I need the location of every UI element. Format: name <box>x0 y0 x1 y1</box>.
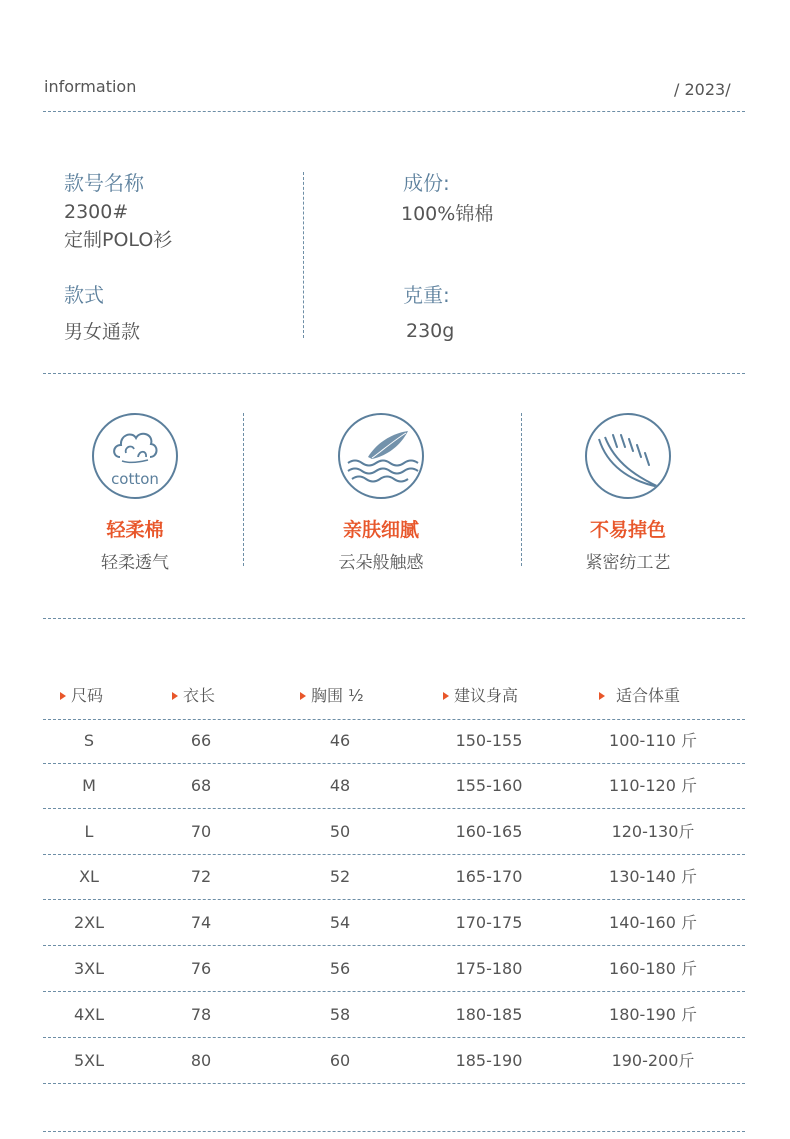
cotton-icon <box>92 413 178 499</box>
table-cell: 76 <box>190 959 212 978</box>
table-row <box>43 1038 745 1084</box>
table-cell: L <box>84 822 94 841</box>
table-cell: 110-120 斤 <box>609 776 697 795</box>
weight-value: 230g <box>406 320 455 342</box>
composition-value: 100%锦棉 <box>401 203 494 225</box>
weight-label: 克重: <box>403 283 450 307</box>
table-cell: 74 <box>190 913 212 932</box>
table-cell: 165-170 <box>455 867 523 886</box>
column-header-height: 建议身高 <box>443 683 518 706</box>
table-cell: 54 <box>329 913 351 932</box>
feature-skin <box>281 413 481 573</box>
table-cell: 190-200斤 <box>611 1051 695 1070</box>
table-cell: 66 <box>190 731 212 750</box>
table-cell: 5XL <box>73 1051 105 1070</box>
cotton-icon-text: cotton <box>111 470 159 488</box>
table-cell: S <box>83 731 95 750</box>
feature-title: 不易掉色 <box>589 519 666 541</box>
type-label: 款式 <box>64 283 104 307</box>
style-code: 2300# <box>64 201 129 223</box>
table-cell: 100-110 斤 <box>609 731 697 750</box>
table-cell: 160-165 <box>455 822 523 841</box>
column-header-chest: 胸围 ½ <box>300 683 364 706</box>
style-label: 款号名称 <box>64 171 144 195</box>
table-cell: 130-140 斤 <box>609 867 697 886</box>
table-cell: 140-160 斤 <box>609 913 697 932</box>
table-row <box>43 946 745 992</box>
divider <box>43 1131 745 1132</box>
info-heading: information <box>44 77 137 96</box>
leaf-lines-icon <box>585 413 671 499</box>
vertical-divider <box>243 413 244 566</box>
composition-label: 成份: <box>403 171 450 195</box>
table-cell: 48 <box>329 776 351 795</box>
table-cell: 52 <box>329 867 351 886</box>
table-cell: 150-155 <box>455 731 523 750</box>
table-cell: 3XL <box>73 959 105 978</box>
table-cell: 180-185 <box>455 1005 523 1024</box>
divider <box>43 373 745 374</box>
column-header-weight: 适合体重 <box>599 683 680 706</box>
arrow-icon <box>300 692 306 700</box>
table-cell: 50 <box>329 822 351 841</box>
feature-subtitle: 云朵般触感 <box>338 553 424 573</box>
vertical-divider <box>521 413 522 566</box>
table-cell: 68 <box>190 776 212 795</box>
table-cell: 155-160 <box>455 776 523 795</box>
year-label: / 2023/ <box>674 80 731 99</box>
table-cell: 60 <box>329 1051 351 1070</box>
table-row <box>43 900 745 946</box>
feature-subtitle: 轻柔透气 <box>101 553 169 573</box>
row-divider <box>43 1083 745 1084</box>
feature-subtitle: 紧密纺工艺 <box>585 553 671 573</box>
table-cell: 170-175 <box>455 913 523 932</box>
divider <box>43 618 745 619</box>
feature-title: 亲肤细腻 <box>342 519 419 541</box>
table-cell: 46 <box>329 731 351 750</box>
table-cell: 58 <box>329 1005 351 1024</box>
table-row <box>43 718 745 764</box>
column-header-size: 尺码 <box>60 683 103 706</box>
table-row <box>43 992 745 1038</box>
table-cell: 160-180 斤 <box>609 959 697 978</box>
table-row <box>43 809 745 855</box>
table-row <box>43 854 745 900</box>
arrow-icon <box>599 692 605 700</box>
table-cell: XL <box>79 867 99 886</box>
table-cell: 80 <box>190 1051 212 1070</box>
vertical-divider <box>303 172 304 338</box>
style-name: 定制POLO衫 <box>64 229 173 251</box>
type-value: 男女通款 <box>64 321 141 343</box>
feature-colorfast <box>528 413 728 573</box>
table-cell: 4XL <box>73 1005 105 1024</box>
feature-cotton <box>35 413 235 573</box>
divider <box>43 111 745 112</box>
arrow-icon <box>60 692 66 700</box>
arrow-icon <box>172 692 178 700</box>
table-cell: 70 <box>190 822 212 841</box>
table-cell: 180-190 斤 <box>609 1005 697 1024</box>
feature-title: 轻柔棉 <box>106 519 164 541</box>
table-row <box>43 763 745 809</box>
feather-wave-icon <box>338 413 424 499</box>
table-cell: 120-130斤 <box>611 822 695 841</box>
table-cell: 2XL <box>73 913 105 932</box>
table-cell: 185-190 <box>455 1051 523 1070</box>
table-cell: 72 <box>190 867 212 886</box>
table-cell: M <box>82 776 96 795</box>
arrow-icon <box>443 692 449 700</box>
table-cell: 78 <box>190 1005 212 1024</box>
column-header-length: 衣长 <box>172 683 215 706</box>
table-cell: 175-180 <box>455 959 523 978</box>
table-cell: 56 <box>329 959 351 978</box>
